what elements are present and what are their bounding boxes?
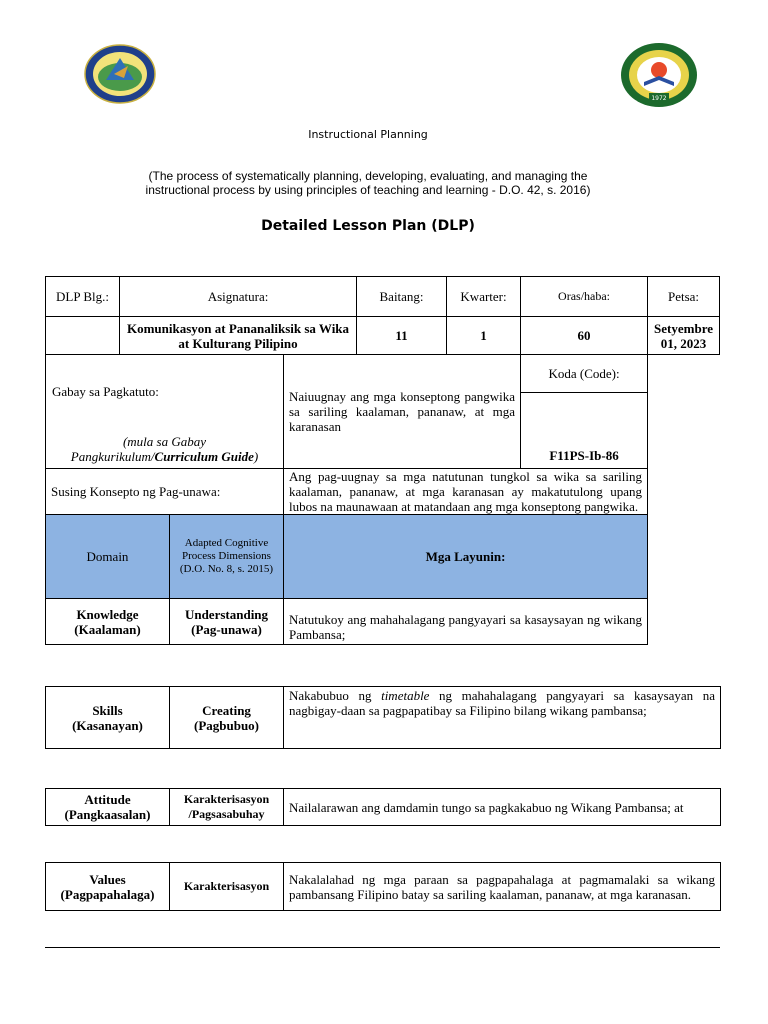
learning-guide-label: Gabay sa Pagkatuto: <box>52 384 159 399</box>
code-label: Koda (Code): <box>521 355 648 393</box>
page-title: Detailed Lesson Plan (DLP) <box>261 218 475 234</box>
grade-label: Baitang: <box>357 277 447 317</box>
footer-divider <box>45 947 720 948</box>
subject-value: Komunikasyon at Pananaliksik sa Wika at Kulturang Pilipino <box>120 317 357 355</box>
dlp-info-table <box>45 276 720 645</box>
attitude-domain: Attitude (Pangkaasalan) <box>46 789 170 826</box>
attitude-table <box>45 788 721 826</box>
instructional-planning-description: (The process of systematically planning, developing, evaluating, and managing the instructional process by using principles of teaching and learning - D.O. 42, s. 2016) <box>145 169 591 197</box>
knowledge-domain: Knowledge (Kaalaman) <box>46 599 170 645</box>
skills-table <box>45 686 721 749</box>
knowledge-dimension: Understanding (Pag-unawa) <box>170 599 284 645</box>
objectives-header: Mga Layunin: <box>284 515 648 599</box>
values-domain: Values (Pagpapahalaga) <box>46 863 170 911</box>
date-value: Setyembre 01, 2023 <box>648 317 720 355</box>
skills-dimension: Creating (Pagbubuo) <box>170 687 284 749</box>
values-dimension: Karakterisasyon <box>170 863 284 911</box>
code-value: F11PS-Ib-86 <box>521 393 648 469</box>
date-label: Petsa: <box>648 277 720 317</box>
duration-label: Oras/haba: <box>521 277 648 317</box>
values-table <box>45 862 721 911</box>
knowledge-objective: Natutukoy ang mahahalagang pangyayari sa kasaysayan ng wikang Pambansa; <box>284 599 648 645</box>
instructional-planning-title: Instructional Planning <box>308 128 428 141</box>
quarter-label: Kwarter: <box>447 277 521 317</box>
learning-competency: Naiuugnay ang mga konseptong pangwika sa sariling kaalaman, pananaw, at mga karanasan <box>284 355 521 469</box>
subject-label: Asignatura: <box>120 277 357 317</box>
duration-value: 60 <box>521 317 648 355</box>
dlp-number-label: DLP Blg.: <box>46 277 120 317</box>
school-seal-year: 1972 <box>651 95 667 102</box>
quarter-value: 1 <box>447 317 521 355</box>
key-concept-text: Ang pag-uugnay sa mga natutunan tungkol sa wika sa sariling kaalaman, pananaw, at mga karanasan ay makatutulong upang lubos na maunawaan at matandaan ang mga konseptong pangwika. <box>284 469 648 515</box>
school-seal-icon <box>620 42 698 108</box>
skills-domain: Skills (Kasanayan) <box>46 687 170 749</box>
skills-objective: Nakabubuo ng timetable ng mahahalagang pangyayari sa kasaysayan na nagbigay-daan sa pagpapatibay sa Filipino bilang wikang pambansa; <box>284 687 721 749</box>
adapted-dimensions-header: Adapted Cognitive Process Dimensions (D.O. No. 8, s. 2015) <box>170 515 284 599</box>
attitude-objective: Nailalarawan ang damdamin tungo sa pagkakabuo ng Wikang Pambansa; at <box>284 789 721 826</box>
division-seal-icon <box>84 44 156 104</box>
domain-header: Domain <box>46 515 170 599</box>
values-objective: Nakalalahad ng mga paraan sa pagpapahalaga at pagmamalaki sa wikang pambansang Filipino batay sa sariling kaalaman, pananaw, at mga karanasan. <box>284 863 721 911</box>
learning-guide-cell <box>46 355 284 469</box>
attitude-dimension: Karakterisasyon /Pagsasabuhay <box>170 789 284 826</box>
grade-value: 11 <box>357 317 447 355</box>
learning-guide-note: (mula sa Gabay Pangkurikulum/Curriculum Guide) <box>70 434 259 464</box>
key-concept-label: Susing Konsepto ng Pag-unawa: <box>46 469 284 515</box>
dlp-number-value <box>46 317 120 355</box>
